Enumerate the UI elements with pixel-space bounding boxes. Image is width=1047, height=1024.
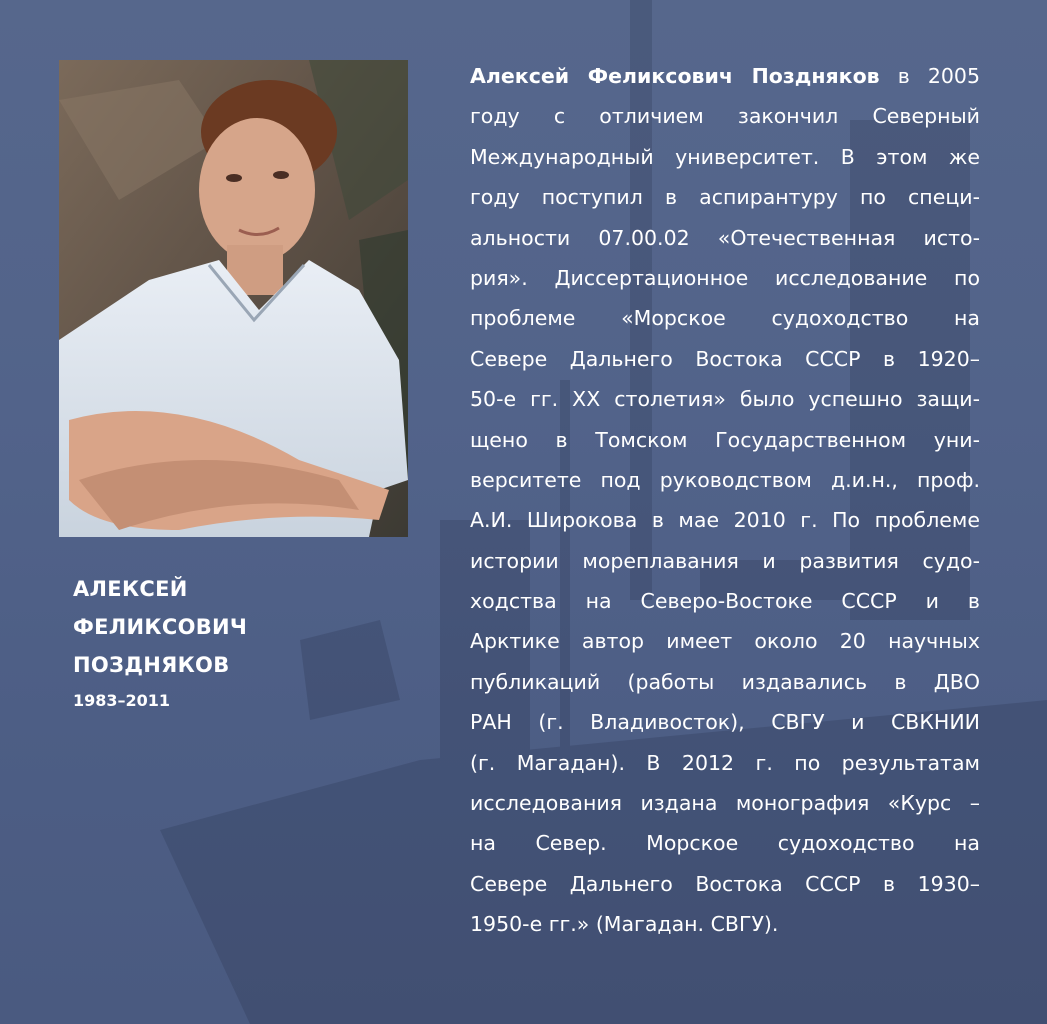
person-first-name: АЛЕКСЕЙ — [73, 577, 188, 601]
bio-line: альности 07.00.02 «Отечественная исто- — [470, 225, 980, 250]
bio-line: проблеме «Морское судоходство на — [470, 306, 980, 331]
bio-line: щено в Томском Государственном уни- — [470, 427, 980, 452]
bio-line: рия». Диссертационное исследование по — [470, 265, 980, 290]
person-surname: ПОЗДНЯКОВ — [73, 653, 230, 677]
portrait-photo — [59, 60, 408, 537]
bio-lead-name: Алексей Феликсович Поздняков — [470, 64, 880, 88]
bio-line: исследования издана монография «Курс – — [470, 791, 980, 816]
bio-line: публикаций (работы издавались в ДВО — [470, 669, 980, 694]
bio-line: верситете под руководством д.и.н., проф. — [470, 467, 980, 492]
bio-line — [470, 56, 980, 96]
person-years: 1983–2011 — [73, 691, 171, 710]
bio-line: Международный университет. В этом же — [470, 144, 980, 169]
bio-line: (г. Магадан). В 2012 г. по результатам — [470, 750, 980, 775]
bio-line: 1950-е гг.» (Магадан. СВГУ). — [470, 912, 779, 937]
bio-line: году с отличием закончил Северный — [470, 104, 980, 129]
bio-line: ходства на Северо-Востоке СССР и в — [470, 589, 980, 614]
bio-line-text: в 2005 — [879, 64, 980, 88]
person-caption — [73, 570, 247, 716]
bio-line: Арктике автор имеет около 20 научных — [470, 629, 980, 654]
person-patronymic: ФЕЛИКСОВИЧ — [73, 615, 248, 639]
bio-line: на Север. Морское судоходство на — [470, 831, 980, 856]
bio-line: 50-е гг. XX столетия» было успешно защи- — [470, 387, 980, 412]
biography-text — [470, 56, 980, 945]
bio-line: Севере Дальнего Востока СССР в 1930– — [470, 871, 980, 896]
bio-line: году поступил в аспирантуру по специ- — [470, 185, 980, 210]
bio-line: А.И. Широкова в мае 2010 г. По проблеме — [470, 508, 980, 533]
bio-line: истории мореплавания и развития судо- — [470, 548, 980, 573]
bio-line: РАН (г. Владивосток), СВГУ и СВКНИИ — [470, 710, 980, 735]
bio-line: Севере Дальнего Востока СССР в 1920– — [470, 346, 980, 371]
